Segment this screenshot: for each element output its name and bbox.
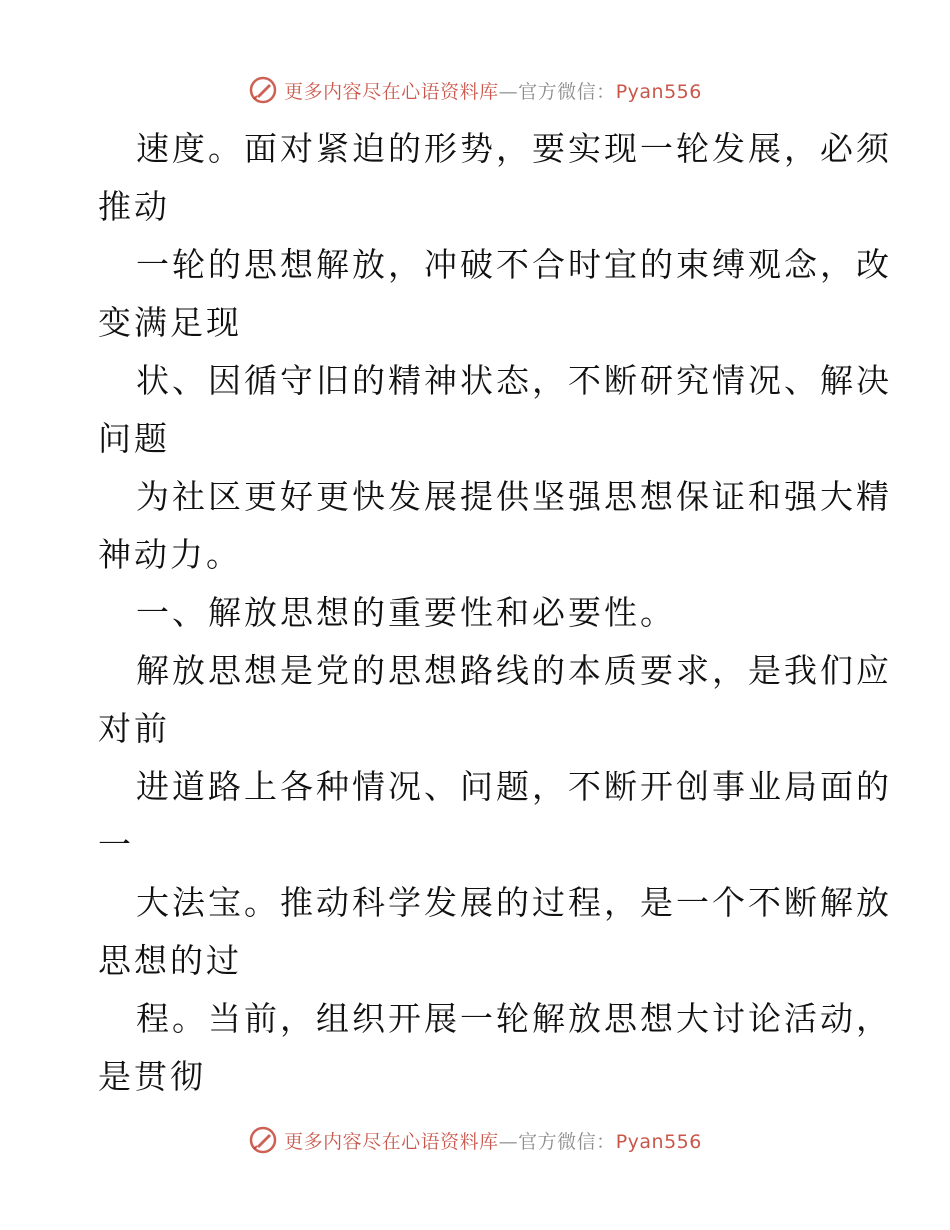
body-line: 是贯彻 [98, 1057, 206, 1096]
body-line: 解放思想是党的思想路线的本质要求，是我们应 [136, 651, 892, 690]
header-wechat-id: Pyan556 [615, 80, 702, 103]
footer-watermark [0, 1120, 950, 1160]
header-watermark [0, 70, 950, 110]
body-line: 对前 [98, 709, 170, 748]
header-text-gray: 官方微信： [518, 80, 616, 103]
footer-text-gray: 官方微信： [518, 1130, 616, 1153]
body-line: 状、因循守旧的精神状态，不断研究情况、解决 [136, 361, 892, 400]
body-line: 为社区更好更快发展提供坚强思想保证和强大精 [136, 477, 892, 516]
body-line: 神动力。 [98, 535, 242, 574]
footer-text-red: 更多内容尽在心语资料库 [284, 1130, 499, 1153]
footer-text [284, 1127, 702, 1154]
body-line: 速度。面对紧迫的形势，要实现一轮发展，必须 [136, 129, 892, 168]
section-heading: 一、解放思想的重要性和必要性。 [136, 593, 676, 632]
body-line: 进道路上各种情况、问题，不断开创事业局面的 [136, 767, 892, 806]
body-line: 程。当前，组织开展一轮解放思想大讨论活动， [136, 999, 892, 1038]
document-body [98, 120, 892, 1106]
header-text-red: 更多内容尽在心语资料库 [284, 80, 499, 103]
header-dash: — [498, 80, 519, 103]
feather-pen-seal-icon [248, 75, 278, 105]
header-text [284, 77, 702, 104]
body-line: 大法宝。推动科学发展的过程，是一个不断解放 [136, 883, 892, 922]
footer-wechat-id: Pyan556 [615, 1130, 702, 1153]
footer-dash: — [498, 1130, 519, 1153]
body-line: 思想的过 [98, 941, 242, 980]
body-line: 一 [98, 825, 134, 864]
body-line: 变满足现 [98, 303, 242, 342]
body-line: 一轮的思想解放，冲破不合时宜的束缚观念，改 [136, 245, 892, 284]
body-line: 问题 [98, 419, 170, 458]
body-line: 推动 [98, 187, 170, 226]
feather-pen-seal-icon [248, 1125, 278, 1155]
